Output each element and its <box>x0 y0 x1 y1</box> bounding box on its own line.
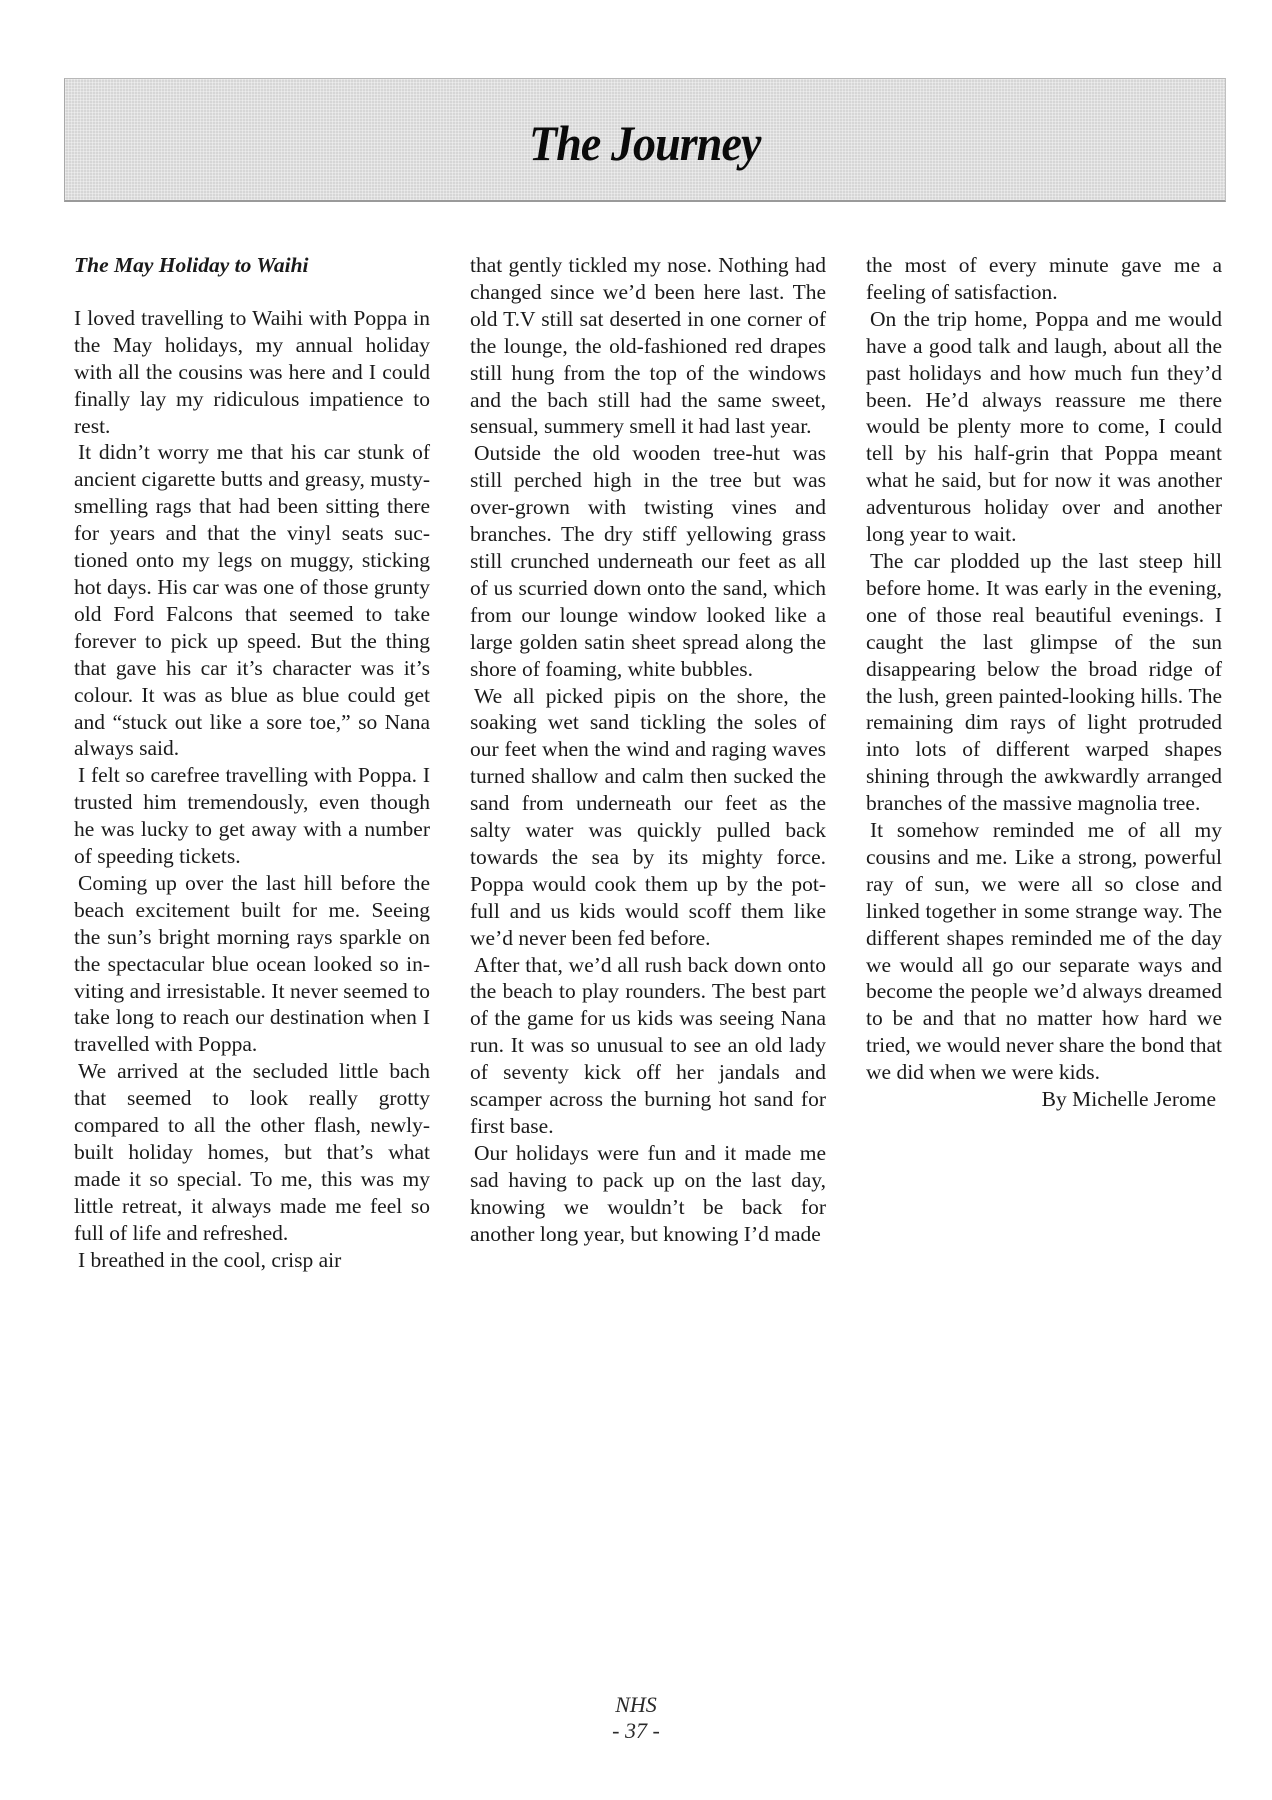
article-column-2 <box>470 252 826 1274</box>
paragraph: I breathed in the cool, crisp air <box>78 1247 342 1272</box>
author-byline: By Michelle Jerome <box>1041 1087 1216 1112</box>
paragraph: On the trip home, Poppa and me would have a good talk and laugh, about all the past holidays and how much fun they’d been. He’d always reassure me there would be plenty more to come, I could tell by his half-grin that Poppa meant what he said, but for now it was another adventurous holiday over and another long year to wait. <box>866 306 1222 547</box>
page-title: The Journey <box>529 114 761 171</box>
page-footer <box>0 1692 1272 1744</box>
paragraph: After that, we’d all rush back down onto the beach to play rounders. The best part of the game for us kids was seeing Nana run. It was so unusual to see an old lady of seventy kick off her jandals and scamper across the burning hot sand for first base. <box>470 952 826 1138</box>
page-number: - 37 - <box>612 1718 660 1743</box>
article-column-3 <box>866 252 1222 1274</box>
paragraph: I felt so carefree travelling with Poppa. I trusted him tremendously, even though he was lucky to get away with a number of speeding tickets. <box>74 763 430 869</box>
paragraph: Coming up over the last hill before the beach excitement built for me. Seeing the sun’s bright morning rays sparkle on the spectacular blue ocean looked so inviting and irresistable. It never seemed to take long to reach our destination when I travelled with Poppa. <box>74 870 430 1057</box>
article-body <box>74 252 1222 1274</box>
title-banner <box>64 78 1226 202</box>
publication-name: NHS <box>615 1692 657 1717</box>
paragraph: It didn’t worry me that his car stunk of ancient cigarette butts and greasy, musty-smelling rags that had been sitting there for years and that the vinyl seats suctioned onto my legs on muggy, sticking hot days. His car was one of those grunty old Ford Falcons that seemed to take forever to pick up speed. But the thing that gave his car it’s character was it’s colour. It was as blue as blue could get and “stuck out like a sore toe,” so Nana always said. <box>74 440 430 761</box>
article-subtitle: The May Holiday to Waihi <box>74 253 309 277</box>
paragraph: We all picked pipis on the shore, the soaking wet sand tickling the soles of our feet when the wind and raging waves turned shallow and calm then sucked the sand from underneath our feet as the salty water was quickly pulled back towards the sea by its mighty force. Poppa would cook them up by the pot-full and us kids would scoff them like we’d never been fed before. <box>470 683 826 950</box>
paragraph: the most of every minute gave me a feeling of satisfaction. <box>866 253 1222 304</box>
paragraph: The car plodded up the last steep hill before home. It was early in the evening, one of those real beautiful evenings. I caught the last glimpse of the sun disappearing below the broad ridge of the lush, green painted-looking hills. The remaining dim rays of light protruded into lots of different warped shapes shining through the awkwardly arranged branches of the massive magnolia tree. <box>866 548 1222 816</box>
paragraph: We arrived at the secluded little bach that seemed to look really grotty compared to all the other flash, newly-built holiday homes, but that’s what made it so special. To me, this was my little retreat, it always made me feel so full of life and refreshed. <box>74 1059 430 1245</box>
paragraph: Our holidays were fun and it made me sad having to pack up on the last day, knowing we wouldn’t be back for another long year, but knowing I’d made <box>470 1140 826 1246</box>
paragraph: It somehow reminded me of all my cousins and me. Like a strong, powerful ray of sun, we were all so close and linked together in some strange way. The different shapes reminded me of the day we would all go our separate ways and become the people we’d always dreamed to be and that no matter how hard we tried, we would never share the bond that we did when we were kids. <box>866 818 1222 1085</box>
article-column-1 <box>74 252 430 1274</box>
paragraph: I loved travelling to Waihi with Poppa in the May holidays, my annual holiday with all the cousins was here and I could finally lay my ridiculous impatience to rest. <box>74 305 430 438</box>
paragraph: Outside the old wooden tree-hut was still perched high in the tree but was over-grown with twisting vines and branches. The dry stiff yellowing grass still crunched underneath our feet as all of us scurried down onto the sand, which from our lounge window looked like a large golden satin sheet spread along the shore of foaming, white bubbles. <box>470 441 826 681</box>
paragraph: that gently tickled my nose. Nothing had changed since we’d been here last. The old T.V still sat deserted in one corner of the lounge, the old-fashioned red drapes still hung from the top of the windows and the bach still had the same sweet, sensual, summery smell it had last year. <box>470 253 826 439</box>
